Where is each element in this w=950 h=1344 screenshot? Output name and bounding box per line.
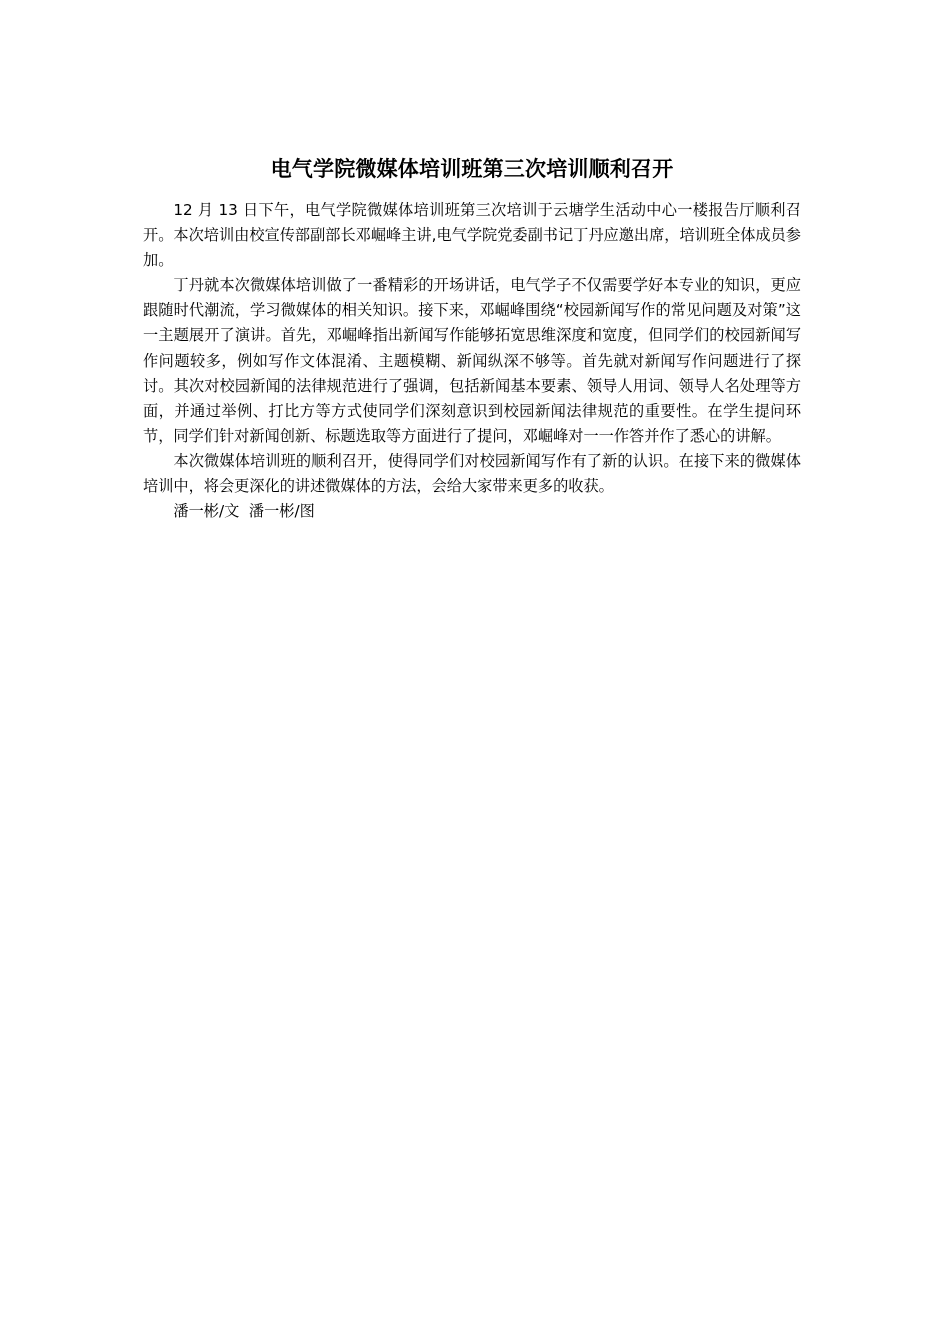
paragraph-2: 丁丹就本次微媒体培训做了一番精彩的开场讲话，电气学子不仅需要学好本专业的知识，更应跟随时代潮流，学习微媒体的相关知识。接下来，邓崛峰围绕“校园新闻写作的常见问题及对策”这一主题展开了演讲。首先，邓崛峰指出新闻写作能够拓宽思维深度和宽度，但同学们的校园新闻写作问题较多，例如写作文体混淆、主题模糊、新闻纵深不够等。首先就对新闻写作问题进行了探讨。其次对校园新闻的法律规范进行了强调，包括新闻基本要素、领导人用词、领导人名处理等方面，并通过举例、打比方等方式使同学们深刻意识到校园新闻法律规范的重要性。在学生提问环节，同学们针对新闻创新、标题选取等方面进行了提问，邓崛峰对一一作答并作了悉心的讲解。 — [143, 276, 801, 445]
article-title: 电气学院微媒体培训班第三次培训顺利召开 — [270, 157, 674, 181]
paragraph-3: 本次微媒体培训班的顺利召开，使得同学们对校园新闻写作有了新的认识。在接下来的微媒体培训中，将会更深化的讲述微媒体的方法，会给大家带来更多的收获。 — [143, 451, 801, 496]
author-byline: 潘一彬/文 潘一彬/图 — [173, 502, 315, 521]
paragraph-1: 12 月 13 日下午，电气学院微媒体培训班第三次培训于云塘学生活动中心一楼报告厅顺利召开。本次培训由校宣传部副部长邓崛峰主讲,电气学院党委副书记丁丹应邀出席，培训班全体成员参加。 — [143, 201, 801, 270]
article-body — [143, 152, 801, 524]
